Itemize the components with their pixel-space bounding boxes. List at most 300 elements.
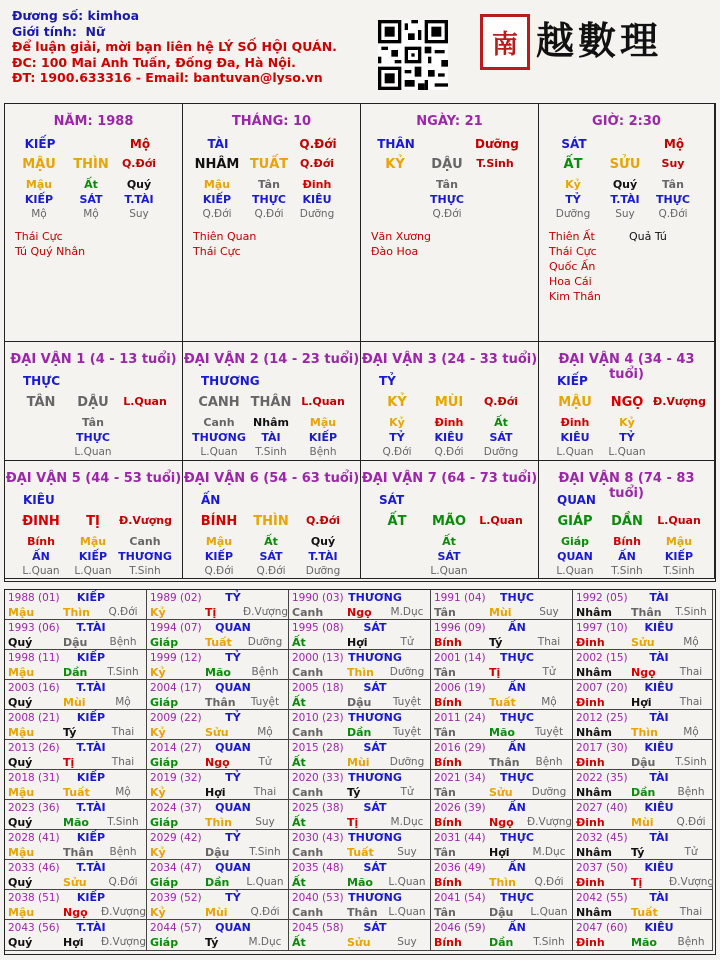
year-branch: Mùi: [631, 816, 654, 829]
year-branch: Sửu: [205, 726, 229, 739]
year-branch: Tuất: [205, 636, 232, 649]
year-branch: Tý: [205, 936, 219, 949]
dai-van-role: ẤN: [201, 493, 221, 507]
year-branch: Tị: [347, 816, 359, 829]
dai-van-main: Đ.Vượng: [653, 395, 707, 408]
year-stem: Giáp: [150, 696, 179, 709]
pillar-head: GIỜ: 2:30: [592, 114, 661, 129]
hidden-stem: Quý: [126, 178, 152, 191]
year-stem: Giáp: [150, 636, 179, 649]
dai-van-main: KỶ: [387, 395, 407, 410]
year-stage: Thai: [537, 636, 561, 648]
year-label: 2035 (48): [292, 862, 344, 874]
year-cell: [289, 740, 431, 770]
year-stage: Mộ: [541, 696, 557, 708]
year-stage: T.Sinh: [107, 816, 139, 828]
year-label: 2034 (47): [150, 862, 202, 874]
year-cell: [431, 890, 573, 920]
year-label: 2015 (28): [292, 742, 344, 754]
year-branch: Dần: [63, 666, 88, 679]
life-stage: Q.Đới: [254, 208, 284, 220]
year-stem: Kỷ: [150, 846, 166, 859]
hidden-stem: Bính: [613, 535, 641, 548]
star-item: Thái Cực: [193, 245, 241, 258]
year-cell: [573, 680, 713, 710]
year-label: 2007 (20): [576, 682, 628, 694]
year-branch: Dần: [631, 786, 656, 799]
year-stage: Bệnh: [535, 756, 563, 768]
life-stage: Dưỡng: [555, 208, 591, 220]
year-branch: Thìn: [631, 726, 658, 739]
year-branch: Dậu: [347, 696, 372, 709]
year-stage: Mộ: [257, 726, 273, 738]
pillar-main: NHÂM: [194, 157, 240, 172]
hidden-stem: Mậu: [79, 535, 107, 548]
year-stage: Đ.Vượng: [669, 876, 715, 888]
year-branch: Thân: [631, 606, 662, 619]
star-item: Thiên Ất: [549, 230, 595, 243]
year-stem: Bính: [434, 936, 462, 949]
hidden-stem: Ất: [264, 535, 278, 548]
year-role: T.TÀI: [76, 681, 106, 694]
year-label: 2012 (25): [576, 712, 628, 724]
year-label: 2045 (58): [292, 922, 344, 934]
year-role: TỶ: [225, 771, 241, 784]
year-cell: [5, 590, 147, 620]
year-stem: Nhâm: [576, 786, 612, 799]
year-stem: Quý: [8, 696, 33, 709]
year-cell: [147, 890, 289, 920]
life-stage: L.Quan: [22, 565, 60, 577]
dai-van-main: L.Quan: [301, 395, 345, 408]
year-stage: Thai: [679, 666, 703, 678]
year-label: 2017 (30): [576, 742, 628, 754]
year-cell: [5, 620, 147, 650]
year-role: TÀI: [649, 891, 669, 904]
year-stem: Bính: [434, 756, 462, 769]
hidden-stem: Giáp: [560, 535, 590, 548]
year-stage: Q.Đới: [534, 876, 564, 888]
year-branch: Dậu: [489, 906, 514, 919]
year-role: T.TÀI: [76, 621, 106, 634]
hidden-role: THỰC: [656, 193, 690, 206]
dai-van-main: THÂN: [250, 395, 292, 410]
year-branch: Hợi: [63, 936, 84, 949]
year-stage: Dưỡng: [389, 756, 425, 768]
hidden-role: SÁT: [437, 550, 461, 563]
dai-van-cell: [539, 461, 715, 579]
year-label: 2042 (55): [576, 892, 628, 904]
life-stage: L.Quan: [556, 565, 594, 577]
year-stage: Đ.Vượng: [527, 816, 573, 828]
year-label: 2039 (52): [150, 892, 202, 904]
star-item: Tú Quý Nhân: [15, 245, 86, 258]
dai-van-main: DẦN: [611, 514, 643, 529]
year-label: 1991 (04): [434, 592, 486, 604]
year-stage: Bệnh: [251, 666, 279, 678]
year-stage: L.Quan: [388, 876, 426, 888]
year-stem: Tân: [434, 606, 456, 619]
year-stage: Tử: [258, 756, 272, 768]
life-stage: Q.Đới: [434, 446, 464, 458]
year-role: THƯƠNG: [348, 831, 402, 844]
year-branch: Mùi: [347, 756, 370, 769]
year-branch: Hợi: [205, 786, 226, 799]
pillar-top-label: THÂN: [377, 137, 415, 151]
hidden-role: THỰC: [252, 193, 286, 206]
year-label: 2020 (33): [292, 772, 344, 784]
star-item: Kim Thần: [549, 290, 601, 303]
year-stem: Canh: [292, 606, 324, 619]
year-stem: Giáp: [150, 756, 179, 769]
year-branch: Hợi: [347, 636, 368, 649]
year-role: TÀI: [649, 831, 669, 844]
year-role: ẤN: [508, 921, 526, 934]
dai-van-cell: [361, 342, 539, 461]
year-branch: Tuất: [63, 786, 90, 799]
dai-van-cell: [5, 342, 183, 461]
hidden-stem: Mậu: [665, 535, 693, 548]
life-stage: T.Sinh: [255, 446, 287, 458]
year-cell: [431, 860, 573, 890]
year-role: THỰC: [500, 831, 534, 844]
hidden-stem: Ất: [442, 535, 456, 548]
year-role: THỰC: [500, 771, 534, 784]
year-stem: Nhâm: [576, 606, 612, 619]
hidden-role: SÁT: [259, 550, 283, 563]
year-stage: Đ.Vượng: [101, 906, 147, 918]
year-cell: [573, 740, 713, 770]
dai-van-role: SÁT: [379, 493, 405, 507]
year-role: KIÊU: [644, 861, 674, 874]
year-label: 2019 (32): [150, 772, 202, 784]
year-cell: [573, 890, 713, 920]
year-stage: Thai: [253, 786, 277, 798]
year-label: 2027 (40): [576, 802, 628, 814]
year-branch: Thìn: [63, 606, 90, 619]
dai-van-main: MÙI: [434, 395, 464, 410]
year-cell: [431, 620, 573, 650]
hidden-stem: Canh: [203, 416, 235, 429]
year-stem: Kỷ: [150, 606, 166, 619]
year-cell: [289, 590, 431, 620]
year-stage: Mộ: [115, 786, 131, 798]
dai-van-head: ĐẠI VẬN 5 (44 - 53 tuổi): [5, 471, 182, 486]
year-label: 2047 (60): [576, 922, 628, 934]
year-role: THƯƠNG: [348, 711, 402, 724]
pillar-top-label: TÀI: [207, 137, 229, 151]
year-stem: Giáp: [150, 816, 179, 829]
life-stage: L.Quan: [74, 565, 112, 577]
life-stage: Suy: [129, 208, 149, 220]
year-role: SÁT: [363, 801, 387, 814]
year-stage: Dưỡng: [247, 636, 283, 648]
yearly-table: [4, 589, 716, 955]
year-branch: Mão: [205, 666, 231, 679]
year-stage: L.Quan: [388, 906, 426, 918]
year-cell: [573, 590, 713, 620]
year-stem: Canh: [292, 786, 324, 799]
year-cell: [431, 770, 573, 800]
hidden-role: KIÊU: [434, 431, 464, 444]
year-label: 2031 (44): [434, 832, 486, 844]
year-stage: Suy: [255, 816, 275, 828]
year-role: KIẾP: [76, 651, 106, 664]
year-branch: Ngọ: [631, 666, 656, 679]
year-branch: Mùi: [489, 606, 512, 619]
year-cell: [289, 890, 431, 920]
year-cell: [289, 920, 431, 951]
year-role: SÁT: [363, 681, 387, 694]
year-branch: Dần: [205, 876, 230, 889]
life-stage: Dưỡng: [483, 446, 519, 458]
pillar-head: THÁNG: 10: [231, 114, 312, 129]
year-stage: Mộ: [115, 696, 131, 708]
seal-logo: 南: [480, 14, 530, 70]
pillar-main: DẬU: [431, 157, 463, 172]
year-stage: Đ.Vượng: [101, 936, 147, 948]
year-branch: Tị: [489, 666, 501, 679]
year-stem: Nhâm: [576, 666, 612, 679]
year-stem: Đinh: [576, 816, 605, 829]
dai-van-main: DẬU: [77, 395, 109, 410]
year-cell: [147, 830, 289, 860]
year-cell: [5, 890, 147, 920]
dai-van-role: KIÊU: [23, 493, 55, 507]
life-stage: Q.Đới: [432, 208, 462, 220]
year-label: 1993 (06): [8, 622, 60, 634]
year-role: TÀI: [649, 591, 669, 604]
year-cell: [431, 680, 573, 710]
year-label: 1997 (10): [576, 622, 628, 634]
year-role: KIÊU: [644, 801, 674, 814]
year-branch: Mão: [63, 816, 89, 829]
year-role: THƯƠNG: [348, 771, 402, 784]
year-stage: Tử: [542, 666, 556, 678]
year-stage: Tử: [400, 786, 414, 798]
life-stage: Q.Đới: [202, 208, 232, 220]
year-label: 2030 (43): [292, 832, 344, 844]
pillar-cell: [361, 104, 539, 342]
year-stage: Q.Đới: [108, 606, 138, 618]
header-info: [12, 8, 337, 86]
dai-van-cell: [539, 342, 715, 461]
hidden-role: KIẾP: [78, 550, 108, 563]
hidden-role: TỶ: [619, 431, 635, 444]
contact-line: Để luận giải, mời bạn liên hệ LÝ SỐ HỘI QUÁN.: [12, 39, 337, 54]
year-label: 1990 (03): [292, 592, 344, 604]
hidden-role: KIẾP: [204, 550, 234, 563]
year-label: 2041 (54): [434, 892, 486, 904]
year-stage: Mộ: [683, 636, 699, 648]
dai-van-role: KIẾP: [557, 374, 588, 388]
year-branch: Tý: [631, 846, 645, 859]
year-stem: Nhâm: [576, 726, 612, 739]
year-role: KIÊU: [644, 681, 674, 694]
life-stage: Mộ: [31, 208, 47, 220]
year-role: THỰC: [500, 651, 534, 664]
hidden-stem: Mậu: [25, 178, 53, 191]
year-branch: Sửu: [347, 936, 371, 949]
life-stage: Q.Đới: [382, 446, 412, 458]
year-cell: [573, 650, 713, 680]
dai-van-head: ĐẠI VẬN 7 (64 - 73 tuổi): [361, 471, 538, 486]
year-role: KIẾP: [76, 591, 106, 604]
owner-name: Đương số: kimhoa: [12, 8, 140, 23]
dai-van-main: NGỌ: [610, 395, 644, 410]
year-cell: [5, 830, 147, 860]
life-stage: Q.Đới: [256, 565, 286, 577]
year-stage: Thai: [679, 696, 703, 708]
year-branch: Dậu: [63, 636, 88, 649]
year-stem: Mậu: [8, 786, 35, 799]
year-label: 2000 (13): [292, 652, 344, 664]
hidden-stem: Canh: [129, 535, 161, 548]
dai-van-main: L.Quan: [123, 395, 167, 408]
year-stem: Mậu: [8, 606, 35, 619]
year-stage: T.Sinh: [675, 606, 707, 618]
year-branch: Thân: [489, 756, 520, 769]
year-branch: Dậu: [631, 756, 656, 769]
year-stem: Kỷ: [150, 666, 166, 679]
hidden-role: KIẾP: [24, 193, 54, 206]
year-cell: [573, 830, 713, 860]
year-label: 2014 (27): [150, 742, 202, 754]
life-stage: L.Quan: [430, 565, 468, 577]
year-stage: Suy: [397, 846, 417, 858]
year-stage: Tử: [400, 636, 414, 648]
year-role: KIẾP: [76, 891, 106, 904]
year-branch: Dần: [489, 936, 514, 949]
year-branch: Thìn: [489, 876, 516, 889]
pillar-main: KỶ: [385, 157, 405, 172]
year-label: 1998 (11): [8, 652, 60, 664]
year-role: KIẾP: [76, 711, 106, 724]
hidden-role: THƯƠNG: [118, 550, 172, 563]
hidden-stem: Đinh: [560, 416, 590, 429]
year-label: 2026 (39): [434, 802, 486, 814]
year-role: TÀI: [649, 771, 669, 784]
year-branch: Tý: [347, 786, 361, 799]
pillar-top-label: Q.Đới: [299, 137, 337, 151]
year-label: 2024 (37): [150, 802, 202, 814]
year-branch: Hợi: [631, 696, 652, 709]
dai-van-role: TỶ: [379, 374, 396, 388]
year-role: SÁT: [363, 621, 387, 634]
year-stage: Bệnh: [677, 936, 705, 948]
year-branch: Hợi: [489, 846, 510, 859]
dai-van-role: QUAN: [557, 493, 596, 507]
year-stage: M.Dục: [532, 846, 566, 858]
hidden-role: SÁT: [79, 193, 103, 206]
year-stage: Thai: [679, 906, 703, 918]
hidden-role: SÁT: [489, 431, 513, 444]
year-role: QUAN: [215, 921, 251, 934]
year-role: ẤN: [508, 741, 526, 754]
year-role: QUAN: [215, 681, 251, 694]
year-stem: Đinh: [576, 636, 605, 649]
year-cell: [431, 920, 573, 951]
year-role: KIẾP: [76, 771, 106, 784]
year-branch: Dậu: [205, 846, 230, 859]
hidden-role: T.TÀI: [610, 193, 640, 206]
year-cell: [5, 860, 147, 890]
year-branch: Sửu: [63, 876, 87, 889]
hidden-role: KIẾP: [308, 431, 338, 444]
year-role: ẤN: [508, 681, 526, 694]
pillar-top-label: Mộ: [129, 137, 151, 151]
year-branch: Tị: [205, 606, 217, 619]
year-branch: Tý: [489, 636, 503, 649]
year-cell: [147, 620, 289, 650]
year-branch: Ngọ: [347, 606, 372, 619]
year-label: 2002 (15): [576, 652, 628, 664]
year-label: 2032 (45): [576, 832, 628, 844]
hidden-stem: Kỷ: [565, 178, 581, 191]
year-role: THƯƠNG: [348, 651, 402, 664]
life-stage: L.Quan: [608, 446, 646, 458]
year-role: THƯƠNG: [348, 591, 402, 604]
year-stage: Suy: [539, 606, 559, 618]
year-cell: [573, 920, 713, 951]
year-stage: Suy: [397, 936, 417, 948]
year-stage: Tuyệt: [534, 726, 564, 738]
year-cell: [289, 800, 431, 830]
year-role: ẤN: [508, 621, 526, 634]
star-item: Quả Tú: [629, 230, 667, 243]
pillar-cell: [183, 104, 361, 342]
dai-van-main: BÍNH: [200, 514, 238, 529]
year-branch: Dần: [347, 726, 372, 739]
year-role: ẤN: [508, 861, 526, 874]
year-stem: Kỷ: [150, 726, 166, 739]
year-stem: Tân: [434, 726, 456, 739]
year-label: 1988 (01): [8, 592, 60, 604]
year-cell: [431, 800, 573, 830]
life-stage: L.Quan: [74, 446, 112, 458]
dai-van-main: TÂN: [26, 395, 56, 410]
year-branch: Thìn: [347, 666, 374, 679]
year-label: 2023 (36): [8, 802, 60, 814]
hidden-role: ẤN: [32, 550, 50, 563]
pillar-top-label: Dưỡng: [475, 137, 519, 151]
year-stage: M.Dục: [248, 936, 282, 948]
year-label: 2013 (26): [8, 742, 60, 754]
year-stem: Ất: [292, 816, 306, 829]
life-stage: L.Quan: [200, 446, 238, 458]
address-line: ĐC: 100 Mai Anh Tuấn, Đống Đa, Hà Nội.: [12, 54, 296, 70]
year-stem: Đinh: [576, 876, 605, 889]
year-stage: Q.Đới: [108, 876, 138, 888]
year-role: T.TÀI: [76, 741, 106, 754]
hidden-stem: Mậu: [309, 416, 337, 429]
year-stem: Bính: [434, 816, 462, 829]
pillar-main: MẬU: [22, 157, 56, 172]
pillar-main: SỬU: [609, 157, 641, 172]
hidden-role: QUAN: [557, 550, 593, 563]
year-role: QUAN: [215, 741, 251, 754]
star-item: Văn Xương: [371, 230, 431, 243]
hidden-stem: Mậu: [203, 178, 231, 191]
life-stage: Bệnh: [309, 446, 337, 458]
hidden-stem: Mậu: [205, 535, 233, 548]
year-stem: Quý: [8, 876, 33, 889]
life-stage: L.Quan: [556, 446, 594, 458]
year-cell: [289, 770, 431, 800]
pillar-main: ẤT: [563, 157, 583, 172]
year-cell: [573, 620, 713, 650]
year-stage: Thai: [111, 726, 135, 738]
